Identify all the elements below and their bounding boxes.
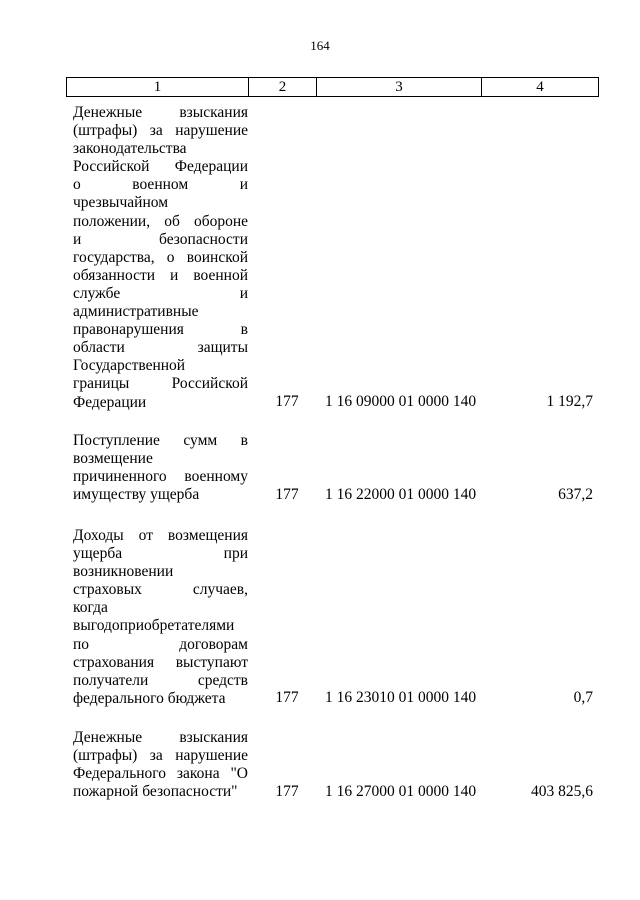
description-line: области защиты: [73, 339, 248, 357]
description-line: правонарушения в: [73, 321, 248, 339]
description-line: Доходы от возмещения: [73, 527, 248, 544]
description-line: страхования выступают: [73, 653, 248, 671]
description-line: законодательства: [73, 140, 187, 158]
description-line: (штрафы) за нарушение: [73, 122, 248, 140]
description-line: Федерации: [73, 393, 147, 411]
description-line: возникновении: [73, 563, 174, 581]
row-kbk: 1 16 23010 01 0000 140: [324, 689, 477, 706]
description-line: Денежные взыскания: [73, 729, 248, 746]
description-line: ущерба при: [73, 545, 248, 563]
description-line: по договорам: [73, 635, 248, 653]
description-line: о военном и: [73, 176, 248, 194]
description-line: страховых случаев,: [73, 581, 248, 599]
description-line: федерального бюджета: [73, 689, 226, 707]
description-line: причиненного военному: [73, 468, 248, 486]
description-line: Федерального закона "О: [73, 765, 248, 783]
row-code: 177: [275, 486, 299, 503]
row-code: 177: [275, 783, 299, 800]
table-header: [66, 77, 599, 97]
description-line: административные: [73, 303, 199, 321]
row-kbk: 1 16 22000 01 0000 140: [324, 486, 477, 503]
description-line: (штрафы) за нарушение: [73, 747, 248, 765]
description-line: границы Российской: [73, 375, 248, 393]
row-amount: 0,7: [573, 689, 593, 706]
description-line: Государственной: [73, 357, 186, 375]
row-amount: 637,2: [558, 486, 593, 503]
row-description: [73, 729, 248, 801]
description-line: службе и: [73, 284, 248, 302]
description-line: получатели средств: [73, 671, 248, 689]
description-line: имуществу ущерба: [73, 486, 200, 504]
page-number: 164: [310, 38, 330, 53]
description-line: Российской Федерации: [73, 158, 248, 176]
description-line: и безопасности: [73, 230, 248, 248]
row-code: 177: [275, 689, 299, 706]
row-description: [73, 432, 248, 504]
row-amount: 1 192,7: [546, 393, 593, 410]
header-col-2: 2: [249, 78, 317, 97]
description-line: выгодоприобретателями: [73, 617, 235, 635]
row-code: 177: [275, 393, 299, 410]
row-amount: 403 825,6: [531, 783, 593, 800]
row-description: [73, 104, 248, 412]
description-line: возмещение: [73, 450, 153, 468]
row-kbk: 1 16 09000 01 0000 140: [324, 393, 477, 410]
row-kbk: 1 16 27000 01 0000 140: [324, 783, 477, 800]
description-line: Денежные взыскания: [73, 104, 248, 121]
header-col-4: 4: [482, 78, 599, 97]
header-col-3: 3: [317, 78, 482, 97]
description-line: положении, об обороне: [73, 212, 248, 230]
header-col-1: 1: [67, 78, 249, 97]
description-line: пожарной безопасности": [73, 783, 238, 801]
description-line: государства, о воинской: [73, 248, 248, 266]
description-line: Поступление сумм в: [73, 432, 248, 449]
row-description: [73, 527, 248, 708]
description-line: обязанности и военной: [73, 266, 248, 284]
description-line: когда: [73, 599, 108, 617]
description-line: чрезвычайном: [73, 194, 168, 212]
